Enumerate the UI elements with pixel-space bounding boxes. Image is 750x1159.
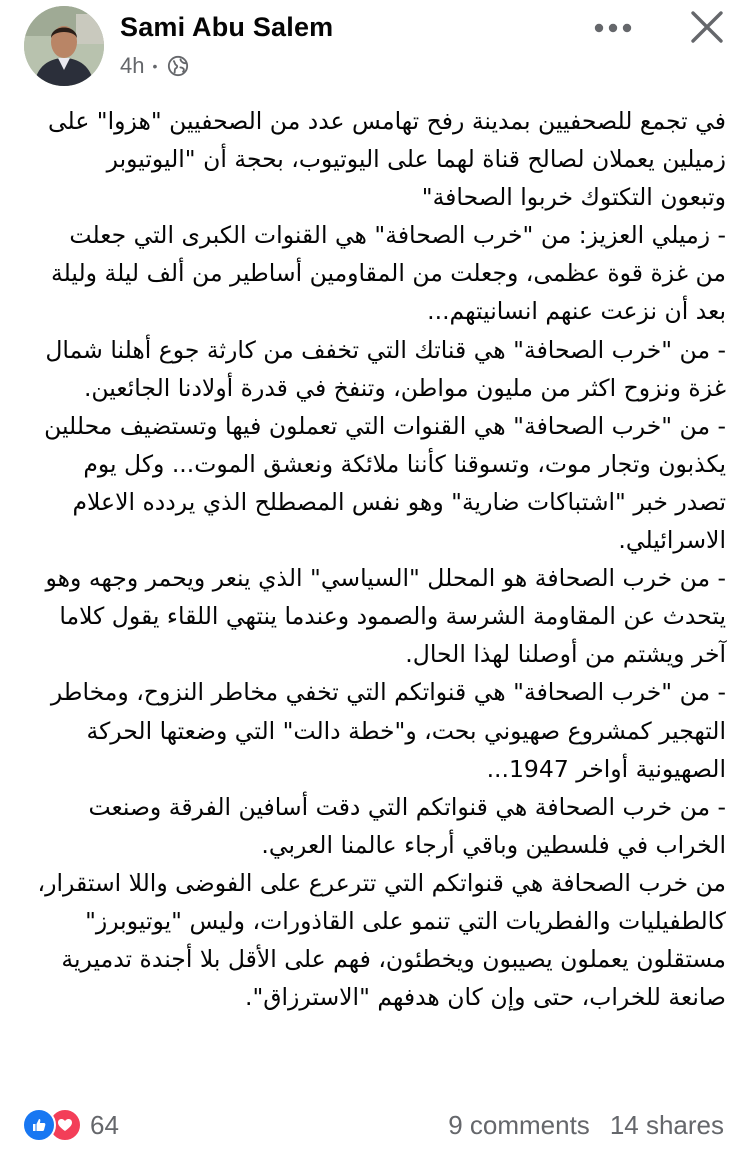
more-horizontal-icon bbox=[593, 21, 633, 35]
meta-separator: • bbox=[152, 58, 158, 74]
globe-icon bbox=[167, 55, 189, 77]
more-options-button[interactable] bbox=[590, 10, 636, 46]
close-button[interactable] bbox=[684, 4, 730, 50]
post-paragraph: - من خرب الصحافة هو المحلل "السياسي" الذي ينعر ويحمر وجهه وهو يتحدث عن المقاومة الشرسة والصمود وعندما ينتهي اللقاء يقول كلاما آخر ويشتم من أوصلنا لهذا الحال. bbox=[45, 564, 726, 669]
reaction-count: 64 bbox=[90, 1109, 119, 1140]
reactions-summary[interactable] bbox=[22, 1109, 119, 1141]
shares-count-link[interactable]: 14 shares bbox=[609, 1109, 724, 1140]
comments-count-link[interactable]: 9 comments bbox=[448, 1109, 590, 1140]
post-time[interactable]: 4h bbox=[120, 53, 145, 78]
close-icon bbox=[690, 10, 724, 44]
like-icon bbox=[22, 1108, 56, 1142]
post-paragraph: - من "خرب الصحافة" هي قنواتكم التي تخفي مخاطر النزوح، ومخاطر التهجير كمشروع صهيوني بحت، و"خطة دالت" التي وضعتها الحركة الصهيونية أواخر 1947... bbox=[50, 678, 726, 783]
avatar[interactable] bbox=[24, 6, 104, 86]
post-paragraph: من خرب الصحافة هي قنواتكم التي تترعرع على الفوضى واللا استقرار، كالطفيليات والفطريات التي تنمو على القاذورات، وليس "يوتيوبرز" مستقلون يعملون يصيبون ويخطئون، فهم على الأقل بلا أجندة تدميرية صانعة للخراب، حتى وإن كان هدفهم "الاسترزاق". bbox=[37, 868, 726, 1012]
post-paragraph: - من خرب الصحافة هي قنواتكم التي دقت أسافين الفرقة وصنعت الخراب في فلسطين وباقي أرجاء عالمنا العربي. bbox=[88, 792, 726, 859]
post-meta bbox=[120, 52, 189, 80]
post-paragraph: - من "خرب الصحافة" هي قناتك التي تخفف من كارثة جوع أهلنا شمال غزة ونزوح اكثر من مليون مواطن، وتنفخ في قدرة أولادنا الجائعين. bbox=[45, 335, 726, 402]
engagement-stats bbox=[448, 1109, 724, 1141]
avatar-photo bbox=[24, 6, 104, 86]
post-paragraph: - زميلي العزيز: من "خرب الصحافة" هي القنوات الكبرى التي جعلت من غزة قوة عظمى، وجعلت من المقاومين أساطير من ألف ليلة وليلة بعد أن نزعت عنهم انسانيتهم... bbox=[51, 221, 726, 326]
author-name[interactable]: Sami Abu Salem bbox=[120, 12, 334, 42]
post-footer bbox=[0, 1100, 750, 1150]
post-paragraph: في تجمع للصحفيين بمدينة رفح تهامس عدد من الصحفيين "هزوا" على زميلين يعملان لصالح قناة لهما على اليوتيوب، بحجة أن "اليوتيوبر وتبعون التكتوك خربوا الصحافة" bbox=[47, 107, 726, 212]
post-paragraph: - من "خرب الصحافة" هي القنوات التي تعملون فيها وتستضيف محللين يكذبون وتجار موت، وتسوقنا كأننا ملائكة ونعشق الموت... وكل يوم تصدر خبر "اشتباكات ضارية" وهو نفس المصطلح الذي يردده الاعلام الاسرائيلي. bbox=[44, 411, 726, 555]
post-body bbox=[36, 102, 726, 1016]
post-header bbox=[0, 0, 750, 95]
